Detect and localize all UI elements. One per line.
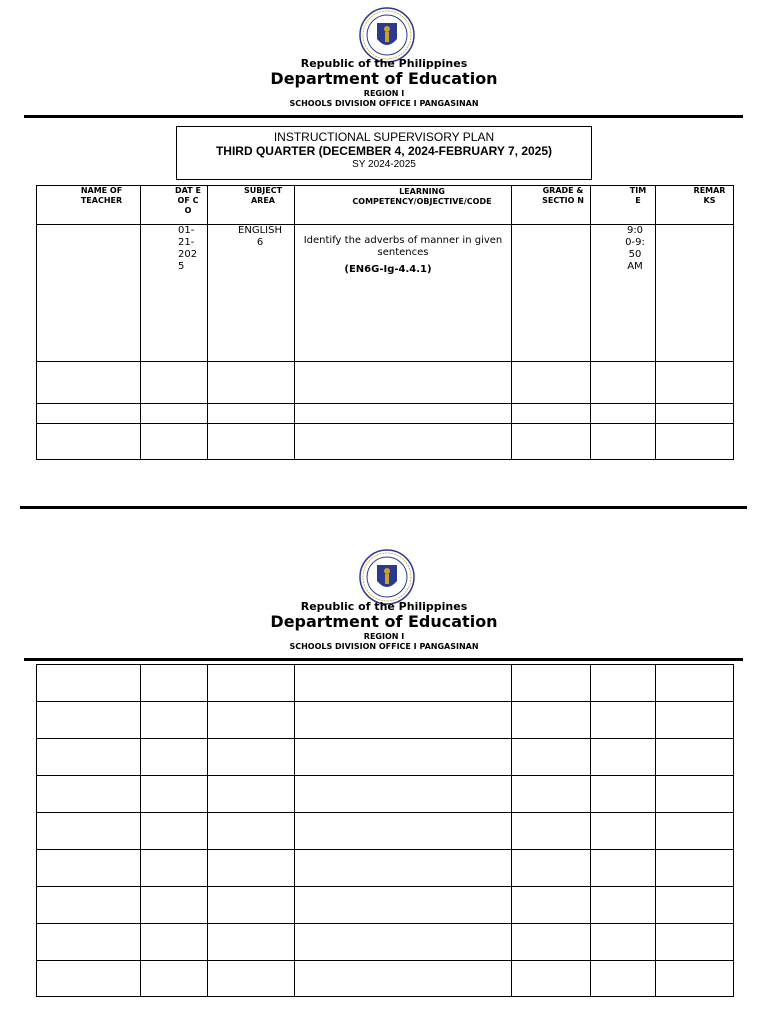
department-title: Department of Education: [270, 612, 498, 631]
table-row: [37, 362, 734, 404]
col-header-teacher: NAME OF TEACHER: [37, 186, 141, 225]
table-row: [37, 225, 734, 362]
cell-competency: [295, 225, 512, 362]
supervisory-plan-table: [36, 185, 734, 460]
date-value: 01-21-2025: [178, 225, 198, 272]
page-separator: [20, 506, 747, 509]
supervisory-plan-table-continued: [36, 664, 734, 997]
competency-code: (EN6G-Ig-4.4.1): [344, 264, 432, 275]
cell-subject: [208, 225, 295, 362]
plan-school-year: SY 2024-2025: [352, 159, 416, 170]
deped-seal: [359, 549, 415, 605]
table-row: [37, 961, 734, 997]
plan-title: INSTRUCTIONAL SUPERVISORY PLAN: [273, 130, 495, 144]
table-row: [37, 776, 734, 813]
republic-label: Republic of the Philippines: [300, 57, 468, 70]
cell-grade-section: [512, 225, 591, 362]
deped-seal: [359, 7, 415, 63]
time-value: 9:00-9:50 AM: [625, 225, 645, 272]
table-row: [37, 813, 734, 850]
cell-teacher: [37, 225, 141, 362]
col-header-date: DAT E OF CO: [141, 186, 208, 225]
region-label: REGION I: [363, 89, 405, 98]
cell-time: [591, 225, 656, 362]
table-row: [37, 850, 734, 887]
table-row: [37, 924, 734, 961]
division-label: SCHOOLS DIVISION OFFICE I PANGASINAN: [289, 99, 479, 108]
division-label: SCHOOLS DIVISION OFFICE I PANGASINAN: [289, 642, 479, 651]
table-header-row: [37, 186, 734, 225]
subject-value: ENGLISH 6: [238, 225, 282, 248]
col-header-remarks: REMAR KS: [656, 186, 734, 225]
table-row: [37, 424, 734, 460]
competency-text: Identify the adverbs of manner in given sentences: [303, 235, 503, 258]
plan-quarter: THIRD QUARTER (DECEMBER 4, 2024-FEBRUARY 7, 2025): [215, 144, 553, 158]
col-header-grade: GRADE & SECTIO N: [512, 186, 591, 225]
header-divider: [24, 115, 743, 118]
table-row: [37, 404, 734, 424]
republic-label: Republic of the Philippines: [300, 600, 468, 613]
header-divider: [24, 658, 743, 661]
col-header-time: TIM E: [591, 186, 656, 225]
col-header-subject: SUBJECT AREA: [208, 186, 295, 225]
table-row: [37, 887, 734, 924]
table-row: [37, 665, 734, 702]
plan-title-box: [176, 126, 592, 180]
cell-remarks: [656, 225, 734, 362]
col-header-competency: LEARNING COMPETENCY/OBJECTIVE/CODE: [295, 186, 512, 225]
table-row: [37, 702, 734, 739]
region-label: REGION I: [363, 632, 405, 641]
cell-date: [141, 225, 208, 362]
table-row: [37, 739, 734, 776]
department-title: Department of Education: [270, 69, 498, 88]
